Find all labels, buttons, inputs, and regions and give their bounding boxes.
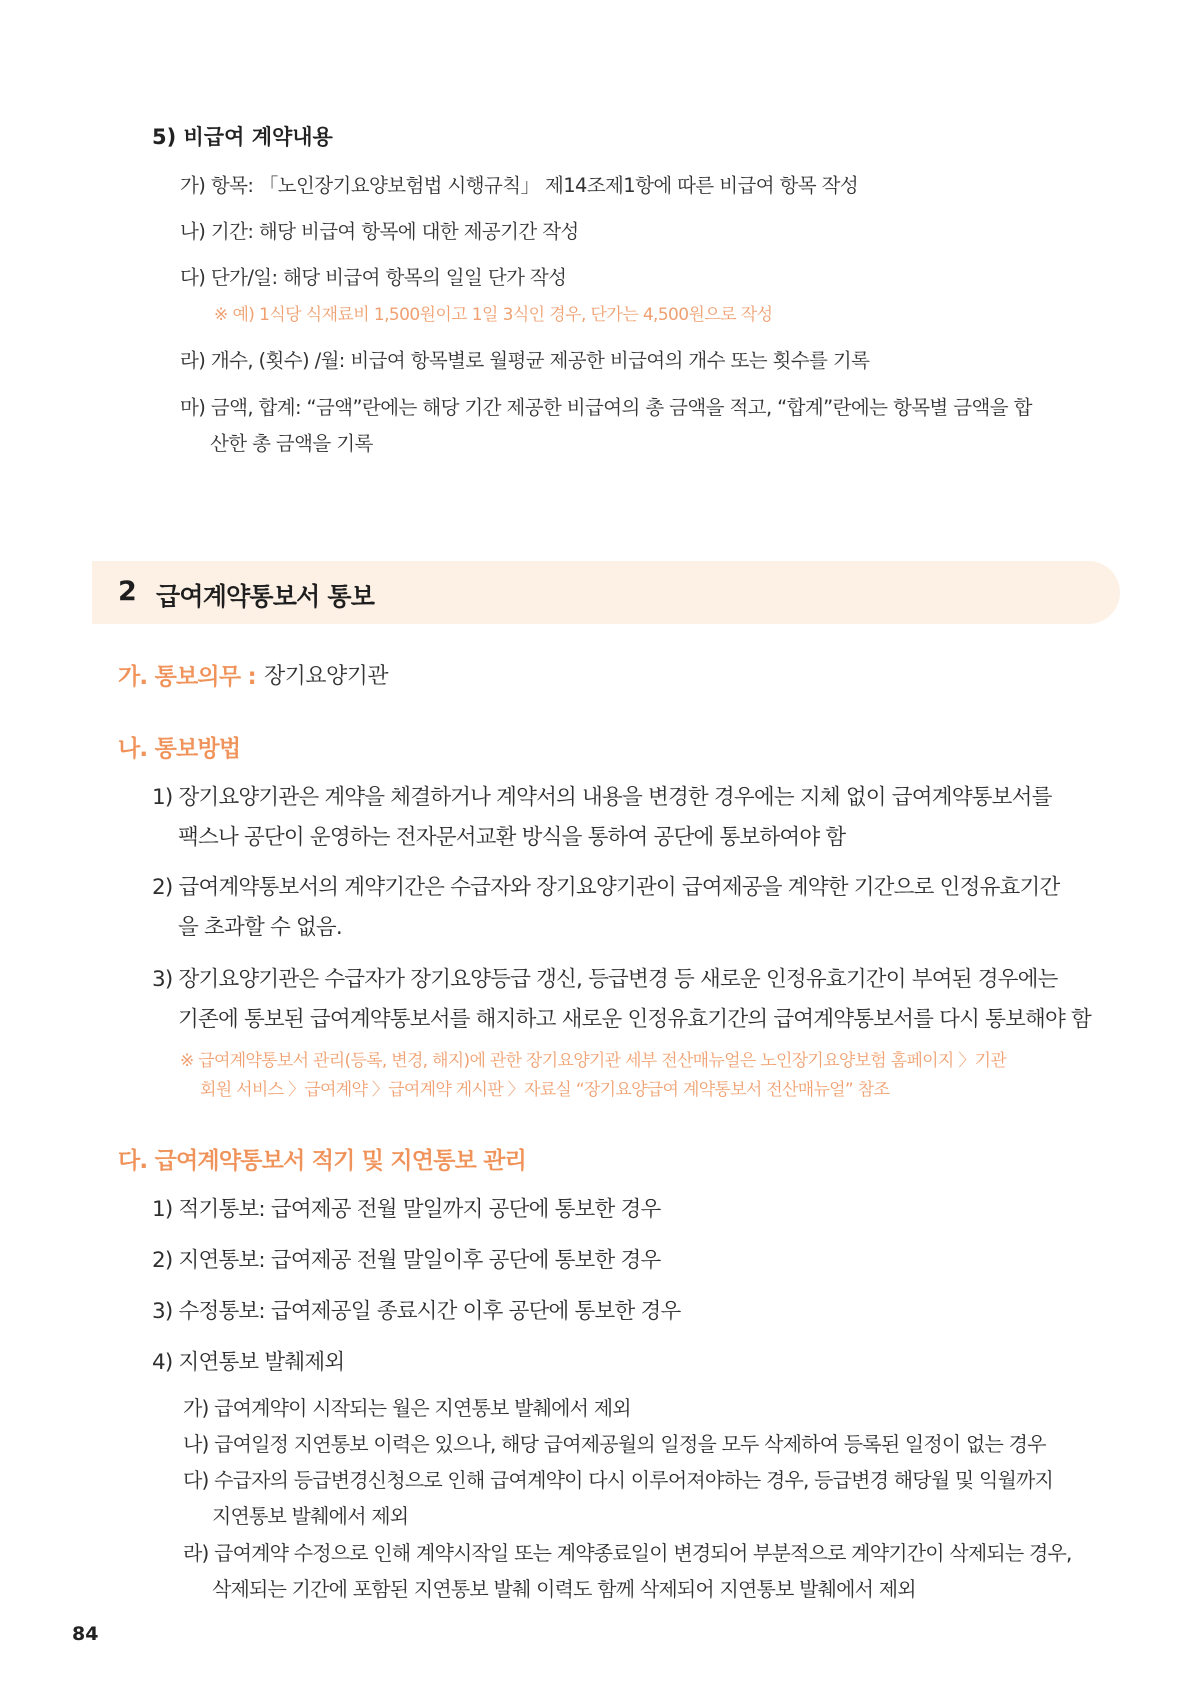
page-number: 84 [72,1623,99,1645]
list-item: 다) 단가/일: 해당 비급여 항목의 일일 단가 작성 [180,266,567,289]
list-item: 가) 항목: 「노인장기요양보험법 시행규칙」 제14조제1항에 따른 비급여 항목 작성 [180,174,859,197]
sub-list-item: 나) 급여일정 지연통보 이력은 있으나, 해당 급여제공월의 일정을 모두 삭제하여 등록된 일정이 없는 경우 [183,1432,1046,1456]
note-text: ※ 급여계약통보서 관리(등록, 변경, 해지)에 관한 장기요양기관 세부 전산매뉴얼은 노인장기요양보험 홈페이지 〉기관 [180,1051,1007,1071]
section-title: 급여계약통보서 통보 [156,582,375,611]
list-item-continuation: 산한 총 금액을 기록 [210,432,373,455]
list-item: 라) 개수, (횟수) /월: 비급여 항목별로 월평균 제공한 비급여의 개수 또는 횟수를 기록 [180,349,870,372]
list-item: 2) 지연통보: 급여제공 전월 말일이후 공단에 통보한 경우 [152,1248,661,1273]
note-text: ※ 예) 1식당 식재료비 1,500원이고 1일 3식인 경우, 단가는 4,500원으로 작성 [214,305,773,325]
subsection-label: 가. 통보의무 : [118,664,256,690]
sub-list-item: 라) 급여계약 수정으로 인해 계약시작일 또는 계약종료일이 변경되어 부분적으로 계약기간이 삭제되는 경우, [183,1541,1072,1565]
list-item-continuation: 기존에 통보된 급여계약통보서를 해지하고 새로운 인정유효기간의 급여계약통보서를 다시 통보해야 함 [178,1007,1091,1032]
list-item: 1) 장기요양기관은 계약을 체결하거나 계약서의 내용을 변경한 경우에는 지체 없이 급여계약통보서를 [152,785,1052,810]
subsection-label: 다. 급여계약통보서 적기 및 지연통보 관리 [118,1148,527,1174]
list-item: 1) 적기통보: 급여제공 전월 말일까지 공단에 통보한 경우 [152,1197,661,1222]
section-heading: 5) 비급여 계약내용 [152,125,333,149]
sub-list-item-continuation: 삭제되는 기간에 포함된 지연통보 발췌 이력도 함께 삭제되어 지연통보 발췌에서 제외 [212,1577,916,1601]
list-item: 마) 금액, 합계: “금액”란에는 해당 기간 제공한 비급여의 총 금액을 적고, “합계”란에는 항목별 금액을 합 [180,396,1032,419]
sub-list-item: 가) 급여계약이 시작되는 월은 지연통보 발췌에서 제외 [183,1396,631,1420]
list-item: 4) 지연통보 발췌제외 [152,1350,345,1375]
list-item: 나) 기간: 해당 비급여 항목에 대한 제공기간 작성 [180,220,579,243]
subsection-value: 장기요양기관 [264,664,388,689]
list-item: 2) 급여계약통보서의 계약기간은 수급자와 장기요양기관이 급여제공을 계약한 기간으로 인정유효기간 [152,875,1060,900]
list-item: 3) 수정통보: 급여제공일 종료시간 이후 공단에 통보한 경우 [152,1299,681,1324]
list-item-continuation: 팩스나 공단이 운영하는 전자문서교환 방식을 통하여 공단에 통보하여야 함 [178,825,846,850]
sub-list-item: 다) 수급자의 등급변경신청으로 인해 급여계약이 다시 이루어져야하는 경우, 등급변경 해당월 및 익월까지 [183,1468,1054,1492]
list-item: 3) 장기요양기관은 수급자가 장기요양등급 갱신, 등급변경 등 새로운 인정유효기간이 부여된 경우에는 [152,967,1058,992]
note-text-continuation: 회원 서비스 〉급여계약 〉급여계약 게시판 〉자료실 “장기요양급여 계약통보서 전산매뉴얼” 참조 [200,1080,890,1100]
subsection-label: 나. 통보방법 [118,736,241,762]
sub-list-item-continuation: 지연통보 발췌에서 제외 [212,1504,409,1528]
list-item-continuation: 을 초과할 수 없음. [178,915,342,940]
section-number: 2 [118,576,137,607]
